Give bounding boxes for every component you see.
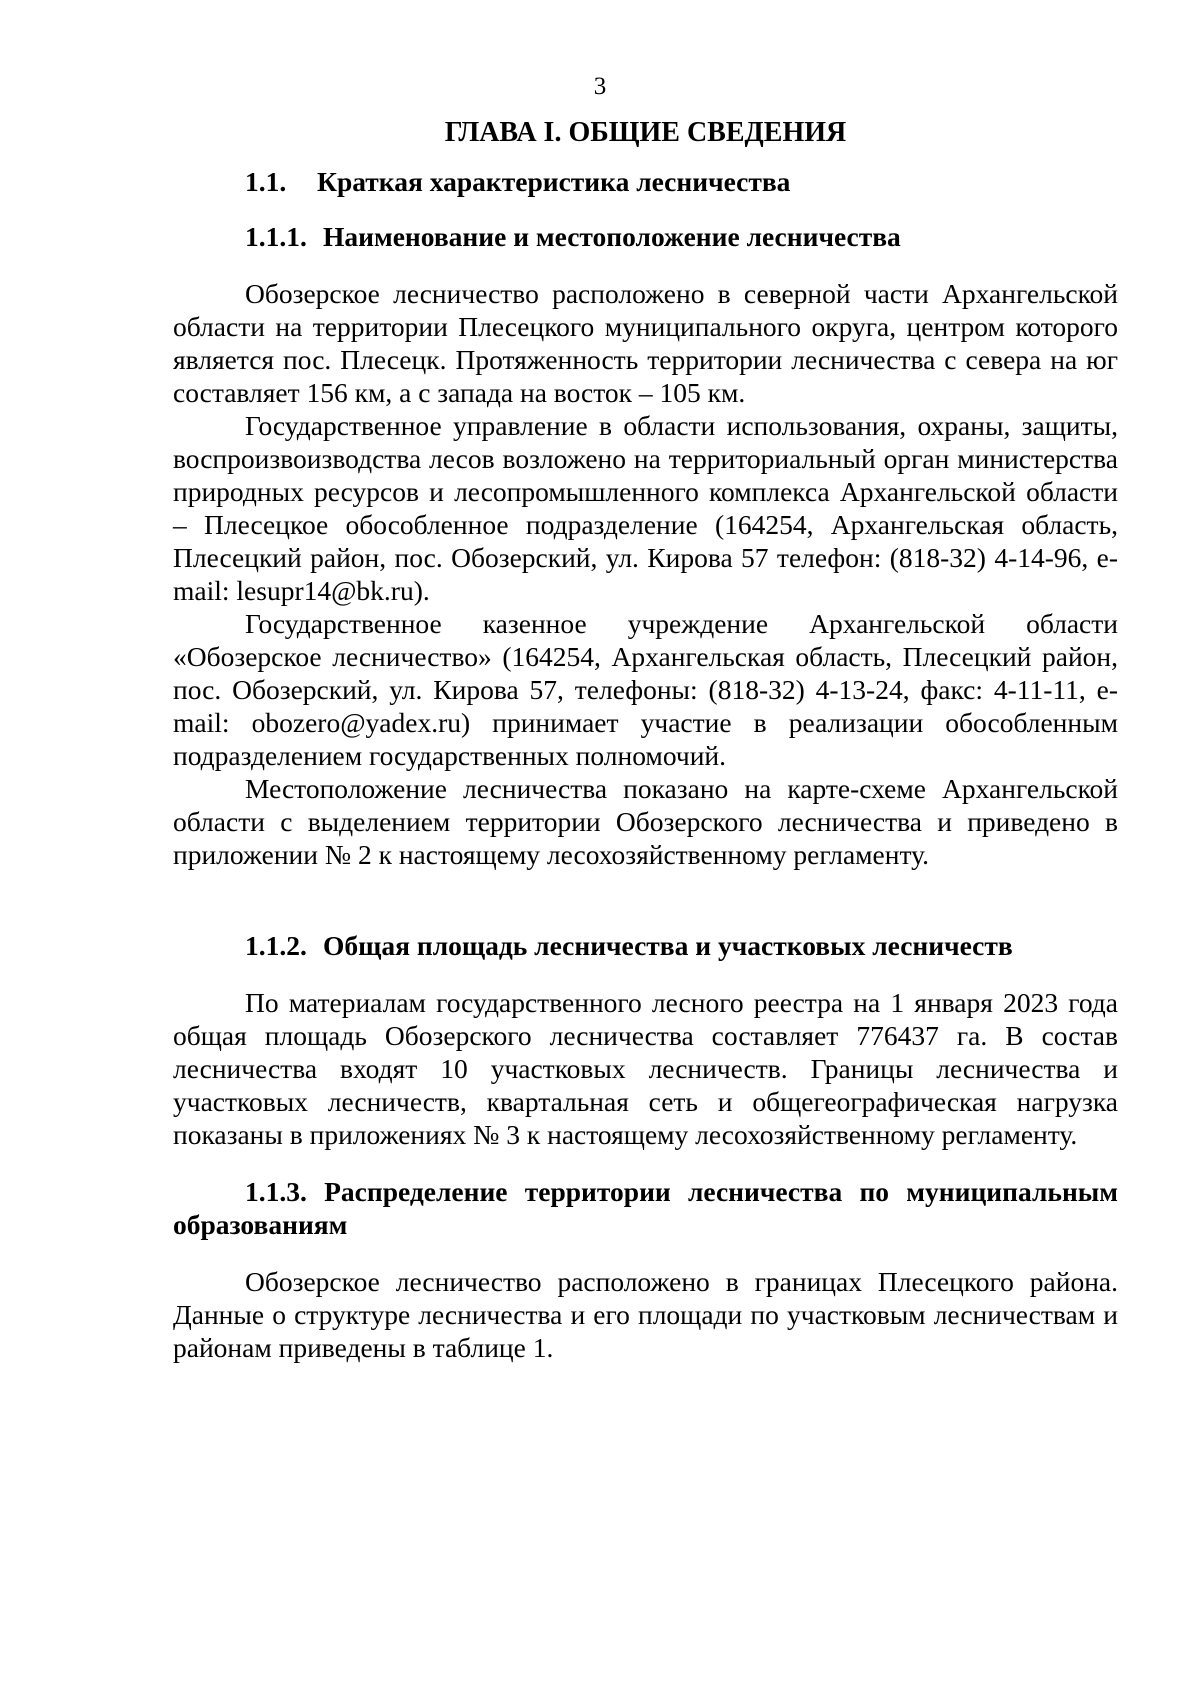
chapter-title: ГЛАВА I. ОБЩИЕ СВЕДЕНИЯ	[444, 117, 847, 148]
paragraph: Обозерское лесничество расположено в северной части Архангельской области на территории Плесецкого муниципального округа, центром которого является пос. Плесецк. Протяженность территории лесничества с севера на юг составляет 156 км, а с запада на восток – 105 км.	[173, 278, 1118, 408]
section-number: 1.1.2.	[245, 930, 307, 961]
page-number: 3	[593, 73, 607, 100]
section-title: Распределение территории лесничества по муниципальным образованиям	[173, 1176, 1118, 1240]
section-heading-1-1-2	[173, 929, 1118, 962]
paragraph: Местоположение лесничества показано на карте-схеме Архангельской области с выделением территории Обозерского лесничества и приведено в приложении № 2 к настоящему лесохозяйственному регламенту.	[173, 773, 1118, 870]
section-number: 1.1.1.	[245, 221, 307, 252]
section-title: Наименование и местоположение лесничества	[323, 221, 901, 252]
spacer	[173, 871, 1118, 929]
paragraph: По материалам государственного лесного реестра на 1 января 2023 года общая площадь Обозерского лесничества составляет 776437 га. В состав лесничества входят 10 участковых лесничеств. Границы лесничества и участковых лесничеств, квартальная сеть и общегеографическая нагрузка показаны в приложениях № 3 к настоящему лесохозяйственному регламенту.	[173, 987, 1118, 1150]
section-title: Общая площадь лесничества и участковых лесничеств	[323, 930, 1013, 961]
paragraph: Государственное управление в области использования, охраны, защиты, воспроизвоизводства лесов возложено на территориальный орган министерства природных ресурсов и лесопромышленного комплекса Архангельской области – Плесецкое обособленное подразделение (164254, Архангельская область, Плесецкий район, пос. Обозерский, ул. Кирова 57 телефон: (818-32) 4-14-96, e-mail: lesupr14@bk.ru).	[173, 410, 1118, 606]
paragraph: Государственное казенное учреждение Архангельской области «Обозерское лесничество» (164254, Архангельская область, Плесецкий район, пос. Обозерский, ул. Кирова 57, телефоны: (818-32) 4-13-24, факс: 4-11-11, e-mail: obozero@yadex.ru) принимает участие в реализации обособленным подразделением государственных полномочий.	[173, 608, 1118, 771]
section-number: 1.1.	[245, 166, 287, 197]
paragraph: Обозерское лесничество расположено в границах Плесецкого района. Данные о структуре лесничества и его площади по участковым лесничествам и районам приведены в таблице 1.	[173, 1266, 1118, 1363]
section-heading-1-1	[173, 165, 1118, 198]
section-number: 1.1.3.	[245, 1176, 307, 1207]
section-heading-1-1-3	[173, 1175, 1118, 1241]
section-heading-1-1-1	[173, 220, 1118, 253]
page-content	[173, 116, 1118, 1364]
section-title: Краткая характеристика лесничества	[317, 166, 791, 197]
spacer	[173, 1151, 1118, 1175]
